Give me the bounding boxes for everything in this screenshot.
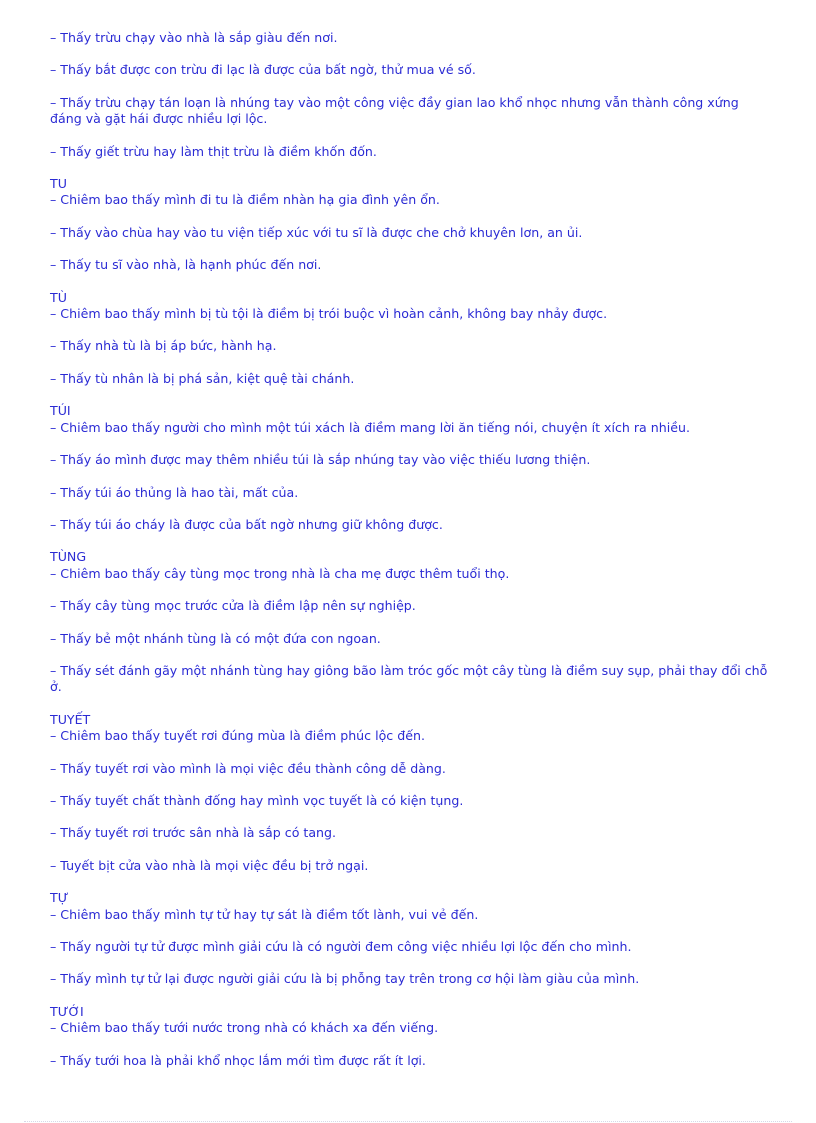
entry-paragraph: – Thấy túi áo cháy là được của bất ngờ nhưng giữ không được. — [50, 516, 443, 532]
entry-paragraph: – Thấy tuyết chất thành đống hay mình vọc tuyết là có kiện tụng. — [50, 792, 464, 808]
section-heading: TU — [50, 176, 67, 192]
section-tu-dot — [50, 890, 772, 988]
section-heading: TUYẾT — [50, 711, 91, 727]
section-tu-grave — [50, 290, 772, 388]
section-heading: TÙNG — [50, 549, 87, 565]
section-heading: TƯỚI — [50, 1003, 84, 1019]
entry-paragraph: – Thấy vào chùa hay vào tu viện tiếp xúc với tu sĩ là được che chở khuyên lơn, an ủi. — [50, 224, 583, 240]
document-content — [50, 30, 772, 1085]
entry-paragraph: – Thấy mình tự tử lại được người giải cứu là bị phỗng tay trên trong cơ hội làm giàu của mình. — [50, 971, 640, 987]
section-heading: TÙ — [50, 289, 67, 305]
entry-paragraph: – Thấy áo mình được may thêm nhiều túi là sắp nhúng tay vào việc thiếu lương thiện. — [50, 452, 591, 468]
section-tuyet — [50, 712, 772, 874]
entry-paragraph: – Tuyết bịt cửa vào nhà là mọi việc đều bị trở ngại. — [50, 857, 369, 873]
entry-paragraph: – Thấy trừu chạy tán loạn là nhúng tay vào một công việc đầy gian lao khổ nhọc nhưng vẫn thành công xứng đáng và gặt hái được nhiều lợi lộc. — [50, 94, 739, 127]
section-tu — [50, 176, 772, 274]
entry-paragraph: – Thấy tu sĩ vào nhà, là hạnh phúc đến nơi. — [50, 257, 322, 273]
entry-paragraph: – Chiêm bao thấy tuyết rơi đúng mùa là điềm phúc lộc đến. — [50, 728, 425, 744]
entry-paragraph: – Thấy cây tùng mọc trước cửa là điềm lập nên sự nghiệp. — [50, 598, 416, 614]
page-bottom-divider — [24, 1121, 792, 1122]
entry-paragraph: – Thấy tuyết rơi vào mình là mọi việc đều thành công dễ dàng. — [50, 760, 446, 776]
entry-paragraph: – Chiêm bao thấy tưới nước trong nhà có khách xa đến viếng. — [50, 1020, 439, 1036]
entry-paragraph: – Thấy túi áo thủng là hao tài, mất của. — [50, 484, 299, 500]
entry-paragraph: – Thấy nhà tù là bị áp bức, hành hạ. — [50, 338, 277, 354]
section-tung — [50, 549, 772, 695]
entry-paragraph: – Chiêm bao thấy mình tự tử hay tự sát là điềm tốt lành, vui vẻ đến. — [50, 906, 479, 922]
entry-paragraph: – Chiêm bao thấy người cho mình một túi xách là điềm mang lời ăn tiếng nói, chuyện ít xích ra nhiều. — [50, 419, 690, 435]
entry-paragraph: – Thấy trừu chạy vào nhà là sắp giàu đến nơi. — [50, 30, 338, 45]
entry-paragraph: – Thấy tưới hoa là phải khổ nhọc lắm mới tìm được rất ít lợi. — [50, 1052, 426, 1068]
entry-paragraph: – Thấy tuyết rơi trước sân nhà là sắp có tang. — [50, 825, 337, 841]
entry-paragraph: – Thấy sét đánh gãy một nhánh tùng hay giông bão làm tróc gốc một cây tùng là điềm suy sụp, phải thay đổi chỗ ở. — [50, 662, 768, 695]
intro-entries — [50, 30, 772, 160]
section-heading: TỰ — [50, 890, 69, 906]
entry-paragraph: – Chiêm bao thấy mình đi tu là điềm nhàn hạ gia đình yên ổn. — [50, 192, 440, 208]
entry-paragraph: – Thấy người tự tử được mình giải cứu là có người đem công việc nhiều lợi lộc đến cho mình. — [50, 939, 632, 954]
entry-paragraph: – Thấy giết trừu hay làm thịt trừu là điềm khốn đốn. — [50, 143, 377, 159]
entry-paragraph: – Chiêm bao thấy cây tùng mọc trong nhà là cha mẹ được thêm tuổi thọ. — [50, 565, 510, 581]
section-heading: TÚI — [50, 403, 71, 419]
entry-paragraph: – Thấy bắt được con trừu đi lạc là được của bất ngờ, thử mua vé số. — [50, 62, 476, 78]
entry-paragraph: – Thấy bẻ một nhánh tùng là có một đứa con ngoan. — [50, 630, 381, 646]
entry-paragraph: – Chiêm bao thấy mình bị tù tội là điềm bị trói buộc vì hoàn cảnh, không bay nhảy được. — [50, 306, 608, 322]
section-tuoi — [50, 1004, 772, 1069]
entry-paragraph: – Thấy tù nhân là bị phá sản, kiệt quệ tài chánh. — [50, 370, 355, 386]
section-tui — [50, 403, 772, 533]
